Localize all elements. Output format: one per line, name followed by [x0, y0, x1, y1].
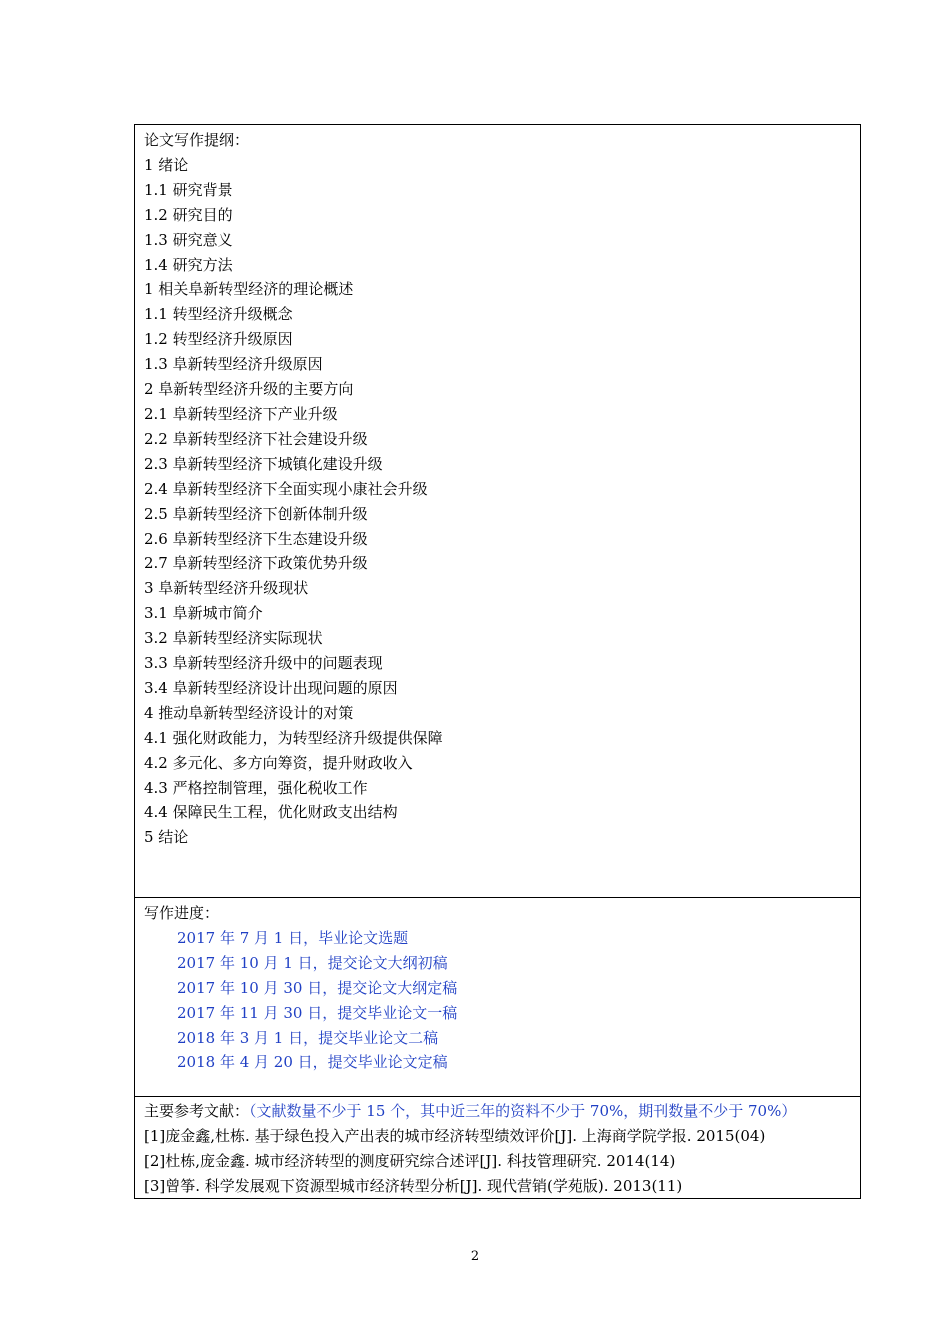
progress-item: 2017 年 10 月 1 日，提交论文大纲初稿 — [177, 953, 448, 972]
progress-item: 2017 年 7 月 1 日，毕业论文选题 — [177, 928, 409, 947]
outline-item: 4.4 保障民生工程，优化财政支出结构 — [144, 803, 398, 822]
outline-item: 2.1 阜新转型经济下产业升级 — [144, 404, 338, 423]
outline-item: 5 结论 — [144, 828, 189, 847]
progress-item: 2017 年 10 月 30 日，提交论文大纲定稿 — [177, 978, 458, 997]
references-note: （文献数量不少于 15 个，其中近三年的资料不少于 70%，期刊数量不少于 70%） — [249, 1102, 797, 1120]
outline-item: 3.4 阜新转型经济设计出现问题的原因 — [144, 678, 398, 697]
references-heading: 主要参考文献： — [144, 1102, 250, 1120]
outline-item: 4 推动阜新转型经济设计的对策 — [144, 703, 354, 722]
outline-item: 1.3 阜新转型经济升级原因 — [144, 355, 323, 374]
outline-item: 1.1 转型经济升级概念 — [144, 305, 293, 324]
progress-item: 2018 年 4 月 20 日，提交毕业论文定稿 — [177, 1053, 448, 1072]
outline-item: 1 绪论 — [144, 155, 189, 174]
progress-item: 2017 年 11 月 30 日，提交毕业论文一稿 — [177, 1003, 458, 1022]
outline-item: 3.3 阜新转型经济升级中的问题表现 — [144, 654, 383, 673]
page-number: 2 — [470, 1249, 480, 1264]
progress-item: 2018 年 3 月 1 日，提交毕业论文二稿 — [177, 1028, 439, 1047]
outline-section — [135, 125, 860, 898]
outline-item: 1.1 研究背景 — [144, 180, 233, 199]
progress-heading: 写作进度： — [144, 904, 220, 922]
outline-heading: 论文写作提纲： — [144, 131, 250, 149]
reference-item: [2]杜栋,庞金鑫. 城市经济转型的测度研究综合述评[J]. 科技管理研究. 2014(14) — [144, 1151, 676, 1170]
outline-item: 2.6 阜新转型经济下生态建设升级 — [144, 529, 368, 548]
form-table — [134, 124, 861, 1199]
outline-item: 4.2 多元化、多方向筹资，提升财政收入 — [144, 753, 413, 772]
outline-item: 2.3 阜新转型经济下城镇化建设升级 — [144, 454, 383, 473]
outline-item: 1.2 研究目的 — [144, 205, 233, 224]
progress-section — [135, 898, 860, 1097]
outline-item: 1.2 转型经济升级原因 — [144, 330, 293, 349]
outline-item: 2.2 阜新转型经济下社会建设升级 — [144, 429, 368, 448]
references-heading-line — [144, 1099, 851, 1124]
references-section — [135, 1097, 860, 1198]
outline-item: 2 阜新转型经济升级的主要方向 — [144, 380, 354, 399]
outline-item: 1 相关阜新转型经济的理论概述 — [144, 280, 354, 299]
outline-item: 3.1 阜新城市简介 — [144, 604, 263, 623]
reference-item: [3]曾筝. 科学发展观下资源型城市经济转型分析[J]. 现代营销(学苑版). 2013(11) — [144, 1176, 683, 1195]
reference-item: [1]庞金鑫,杜栋. 基于绿色投入产出表的城市经济转型绩效评价[J]. 上海商学院学报. 2015(04) — [144, 1126, 766, 1145]
outline-item: 3 阜新转型经济升级现状 — [144, 579, 309, 598]
outline-item: 2.5 阜新转型经济下创新体制升级 — [144, 504, 368, 523]
outline-item: 3.2 阜新转型经济实际现状 — [144, 629, 323, 648]
outline-item: 1.4 研究方法 — [144, 255, 233, 274]
outline-item: 2.7 阜新转型经济下政策优势升级 — [144, 554, 368, 573]
outline-item: 4.3 严格控制管理，强化税收工作 — [144, 778, 368, 797]
outline-item: 2.4 阜新转型经济下全面实现小康社会升级 — [144, 479, 428, 498]
outline-item: 1.3 研究意义 — [144, 230, 233, 249]
outline-item: 4.1 强化财政能力，为转型经济升级提供保障 — [144, 728, 443, 747]
